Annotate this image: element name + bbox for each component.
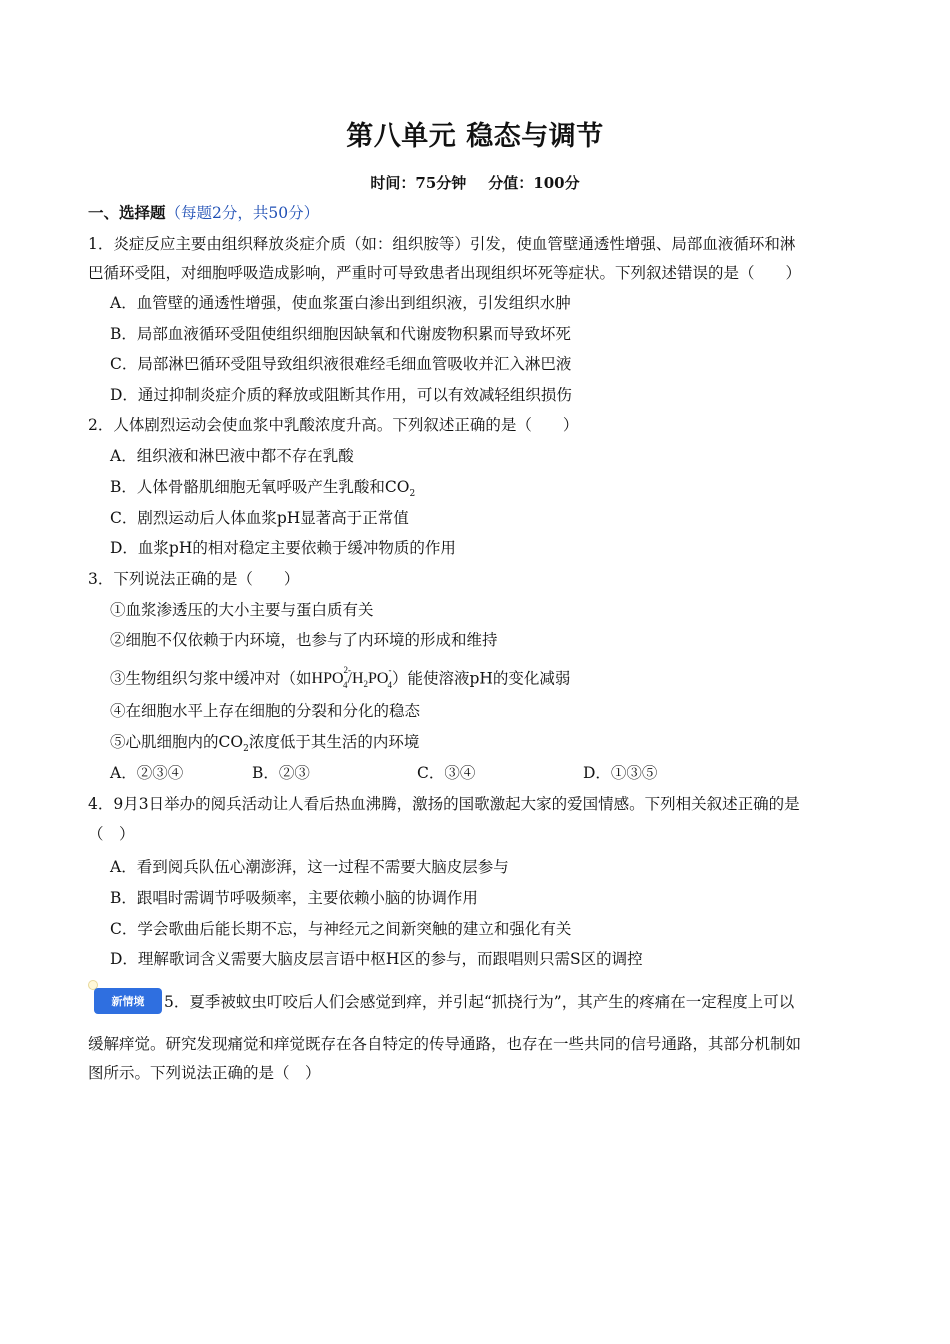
section-note: （每题2分，共50分） [165, 204, 320, 222]
q1-stem-line2: 巴循环受阻，对细胞呼吸造成影响，严重时可导致患者出现组织坏死等症状。下列叙述错误的是（ ） [88, 264, 802, 282]
q1-option-c: C．局部淋巴循环受阻导致组织液很难经毛细血管吸收并汇入淋巴液 [110, 355, 572, 373]
q3-item-5-text-pre: ⑤心肌细胞内的CO [110, 733, 244, 751]
q3-option-d: D．①③⑤ [583, 764, 658, 782]
time-info: 时间：75分钟 [370, 174, 467, 192]
q3-item-5 [110, 732, 419, 759]
q3-item-3 [110, 664, 570, 695]
q1-option-b: B．局部血液循环受阻使组织细胞因缺氧和代谢废物积累而导致坏死 [110, 325, 571, 343]
q3-item-1: ①血浆渗透压的大小主要与蛋白质有关 [110, 601, 374, 619]
q1-option-d: D．通过抑制炎症介质的释放或阻断其作用，可以有效减轻组织损伤 [110, 386, 572, 404]
page-title: 第八单元 稳态与调节 [346, 121, 604, 152]
q3-item-3-text-post: ）能使溶液pH的变化减弱 [391, 669, 571, 688]
q4-option-d: D．理解歌词含义需要大脑皮层言语中枢H区的参与，而跟唱则只需S区的调控 [110, 950, 643, 968]
q4-stem-line2: （ ） [88, 825, 135, 843]
q4-option-a: A．看到阅兵队伍心潮澎湃，这一过程不需要大脑皮层参与 [110, 858, 509, 876]
q2-option-d: D．血浆pH的相对稳定主要依赖于缓冲物质的作用 [110, 539, 456, 557]
q3-item-5-text-post: 浓度低于其生活的内环境 [248, 733, 420, 751]
q4-option-b: B．跟唱时需调节呼吸频率，主要依赖小脑的协调作用 [110, 889, 478, 907]
exam-meta [0, 172, 950, 193]
q4-stem-line1: 4．9月3日举办的阅兵活动让人看后热血沸腾，激扬的国歌激起大家的爱国情感。下列相关叙述正确的是 [88, 795, 800, 813]
q2-option-b-subscript: 2 [409, 489, 416, 500]
q2-option-b [110, 477, 415, 504]
q3-item-3-text-pre: ③生物组织匀浆中缓冲对（如 [110, 669, 312, 688]
q3-item-2: ②细胞不仅依赖于内环境，也参与了内环境的形成和维持 [110, 631, 498, 649]
q5-stem-line1: 5．夏季被蚊虫叮咬后人们会感觉到痒，并引起“抓挠行为”，其产生的疼痛在一定程度上可以 [164, 993, 795, 1011]
new-scenario-badge: 新情境 [94, 988, 162, 1014]
q2-option-b-text: B．人体骨骼肌细胞无氧呼吸产生乳酸和CO [110, 478, 410, 496]
q3-item-5-subscript: 2 [243, 744, 249, 755]
score-info: 分值：100分 [488, 174, 580, 192]
section-label: 一、选择题 [88, 203, 166, 222]
q2-option-c: C．剧烈运动后人体血浆pH显著高于正常值 [110, 509, 409, 527]
q1-stem-line1: 1．炎症反应主要由组织释放炎症介质（如：组织胺等）引发，使血管壁通透性增强、局部血液循环和淋 [88, 235, 796, 253]
buffer-pair-formula: $HPO^{2-}_4/H_2PO^-_4$ [311, 665, 392, 690]
q2-stem: 2．人体剧烈运动会使血浆中乳酸浓度升高。下列叙述正确的是（ ） [88, 416, 579, 434]
q3-stem: 3．下列说法正确的是（ ） [88, 570, 300, 588]
q3-option-c: C．③④ [417, 764, 476, 782]
q1-option-a: A．血管壁的通透性增强，使血浆蛋白渗出到组织液，引发组织水肿 [110, 294, 571, 312]
q4-option-c: C．学会歌曲后能长期不忘，与神经元之间新突触的建立和强化有关 [110, 920, 572, 938]
q3-option-b: B．②③ [252, 764, 310, 782]
section-heading [88, 203, 319, 223]
q2-option-a: A．组织液和淋巴液中都不存在乳酸 [110, 447, 354, 465]
q5-stem-line2: 缓解痒觉。研究发现痛觉和痒觉既存在各自特定的传导通路，也存在一些共同的信号通路，其部分机制如 [88, 1035, 802, 1053]
q3-item-4: ④在细胞水平上存在细胞的分裂和分化的稳态 [110, 702, 421, 720]
q5-stem-line3: 图所示。下列说法正确的是（ ） [88, 1064, 321, 1082]
q3-option-a: A．②③④ [110, 764, 184, 782]
